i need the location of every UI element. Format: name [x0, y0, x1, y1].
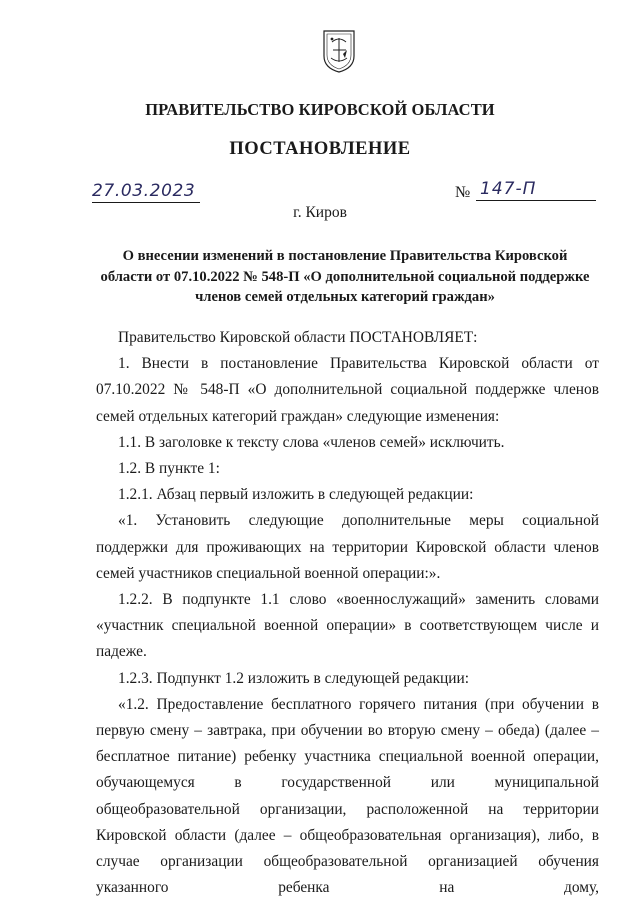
document-number: 147-П	[476, 179, 596, 201]
paragraph: 1.2.1. Абзац первый изложить в следующей редакции:	[118, 486, 474, 504]
subject-line: членов семей отдельных категорий граждан»	[195, 289, 495, 305]
paragraph: 1.1. В заголовке к тексту слова «членов семей» исключить.	[118, 433, 505, 451]
paragraph: 1. Внести в постановление Правительства Кировской области от 07.10.2022 № 548-П «О дополнительной социальной поддержке членов семей отдельных категорий граждан» следующие изменения:	[96, 355, 599, 425]
coat-of-arms-icon	[322, 28, 356, 74]
document-body	[96, 325, 599, 901]
paragraph: 1.2.2. В подпункте 1.1 слово «военнослужащий» заменить словами «участник специальной военной операции» в соответствующем числе и падеже.	[96, 591, 599, 661]
paragraph: 1.2.3. Подпункт 1.2 изложить в следующей редакции:	[118, 669, 470, 687]
paragraph: Правительство Кировской области ПОСТАНОВЛЯЕТ:	[118, 329, 478, 346]
subject-line: области от 07.10.2022 № 548-П «О дополнительной социальной поддержке	[100, 268, 590, 285]
subject-line: О внесении изменений в постановление Правительства Кировской	[122, 248, 568, 264]
paragraph: 1.2. В пункте 1:	[118, 460, 220, 478]
number-label: №	[455, 184, 471, 201]
document-date: 27.03.2023	[92, 181, 200, 203]
document-subject	[80, 246, 610, 308]
city: г. Киров	[293, 204, 347, 221]
paragraph: «1. Установить следующие дополнительные меры социальной поддержки для проживающих на территории Кировской области членов семей участников специальной военной операции:».	[96, 512, 599, 582]
paragraph: «1.2. Предоставление бесплатного горячего питания (при обучении в первую смену – завтрака, при обучении во вторую смену – обеда) (далее – бесплатное питание) ребенку участника специальной военной операции, обучающемуся в государственной или муниципальной общеобразовательной организации, расположенной на территории Кировской области (далее – общеобразовательная организация), либо, в случае организации общеобразовательной организацией обучения указанного ребенка на дому,	[96, 695, 599, 897]
government-title: ПРАВИТЕЛЬСТВО КИРОВСКОЙ ОБЛАСТИ	[145, 100, 495, 119]
document-type: ПОСТАНОВЛЕНИЕ	[229, 139, 411, 159]
